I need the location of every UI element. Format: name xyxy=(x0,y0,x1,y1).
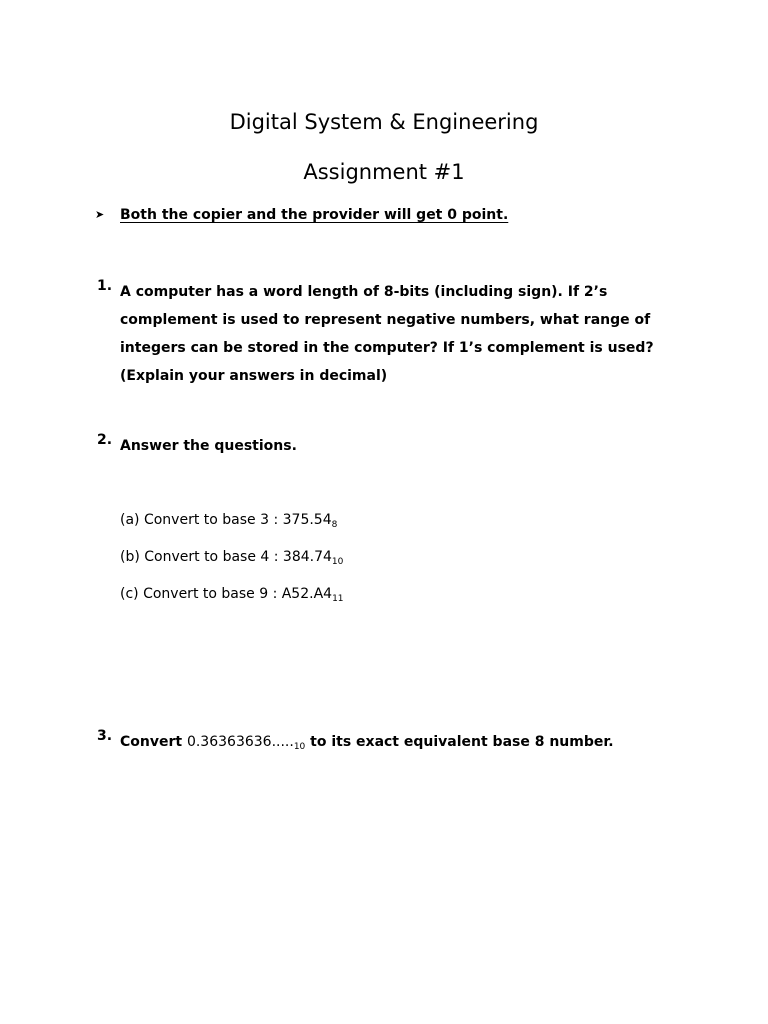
question-lead: Convert xyxy=(120,734,187,750)
part-label: (c) Convert to base 9 : xyxy=(120,586,282,602)
arrow-bullet-icon: ➤ xyxy=(95,208,105,221)
question-3 xyxy=(97,728,657,756)
question-tail: to its exact equivalent base 8 number. xyxy=(305,734,614,750)
assignment-title: Assignment #1 xyxy=(303,160,465,184)
part-label: (b) Convert to base 4 : xyxy=(120,549,283,565)
question-number: 2. xyxy=(97,432,113,448)
question-1 xyxy=(97,278,657,390)
question-text xyxy=(120,728,657,756)
part-base: 11 xyxy=(332,594,344,604)
question-2-part-c xyxy=(120,586,344,602)
question-text: Answer the questions. xyxy=(120,438,297,454)
part-base: 10 xyxy=(331,557,344,567)
part-base: 8 xyxy=(331,520,338,530)
part-value: 375.54 xyxy=(282,512,332,528)
question-value: 0.36363636..... xyxy=(186,734,294,750)
part-value: A52.A4 xyxy=(281,586,333,602)
question-2-part-b xyxy=(120,549,343,565)
part-value: 384.74 xyxy=(282,549,332,565)
notice-text: Both the copier and the provider will get 0 point. xyxy=(120,207,509,223)
question-2 xyxy=(97,432,657,460)
question-number: 3. xyxy=(97,728,113,744)
question-2-part-a xyxy=(120,512,337,528)
question-text: A computer has a word length of 8-bits (including sign). If 2’s complement is used to represent negative numbers, what range of integers can be stored in the computer? If 1’s complement is used? (Explain your answers in decimal) xyxy=(120,284,654,384)
question-number: 1. xyxy=(97,278,113,294)
notice-line xyxy=(95,207,508,223)
question-base: 10 xyxy=(293,742,306,752)
course-title: Digital System & Engineering xyxy=(229,110,539,134)
part-label: (a) Convert to base 3 : xyxy=(120,512,283,528)
